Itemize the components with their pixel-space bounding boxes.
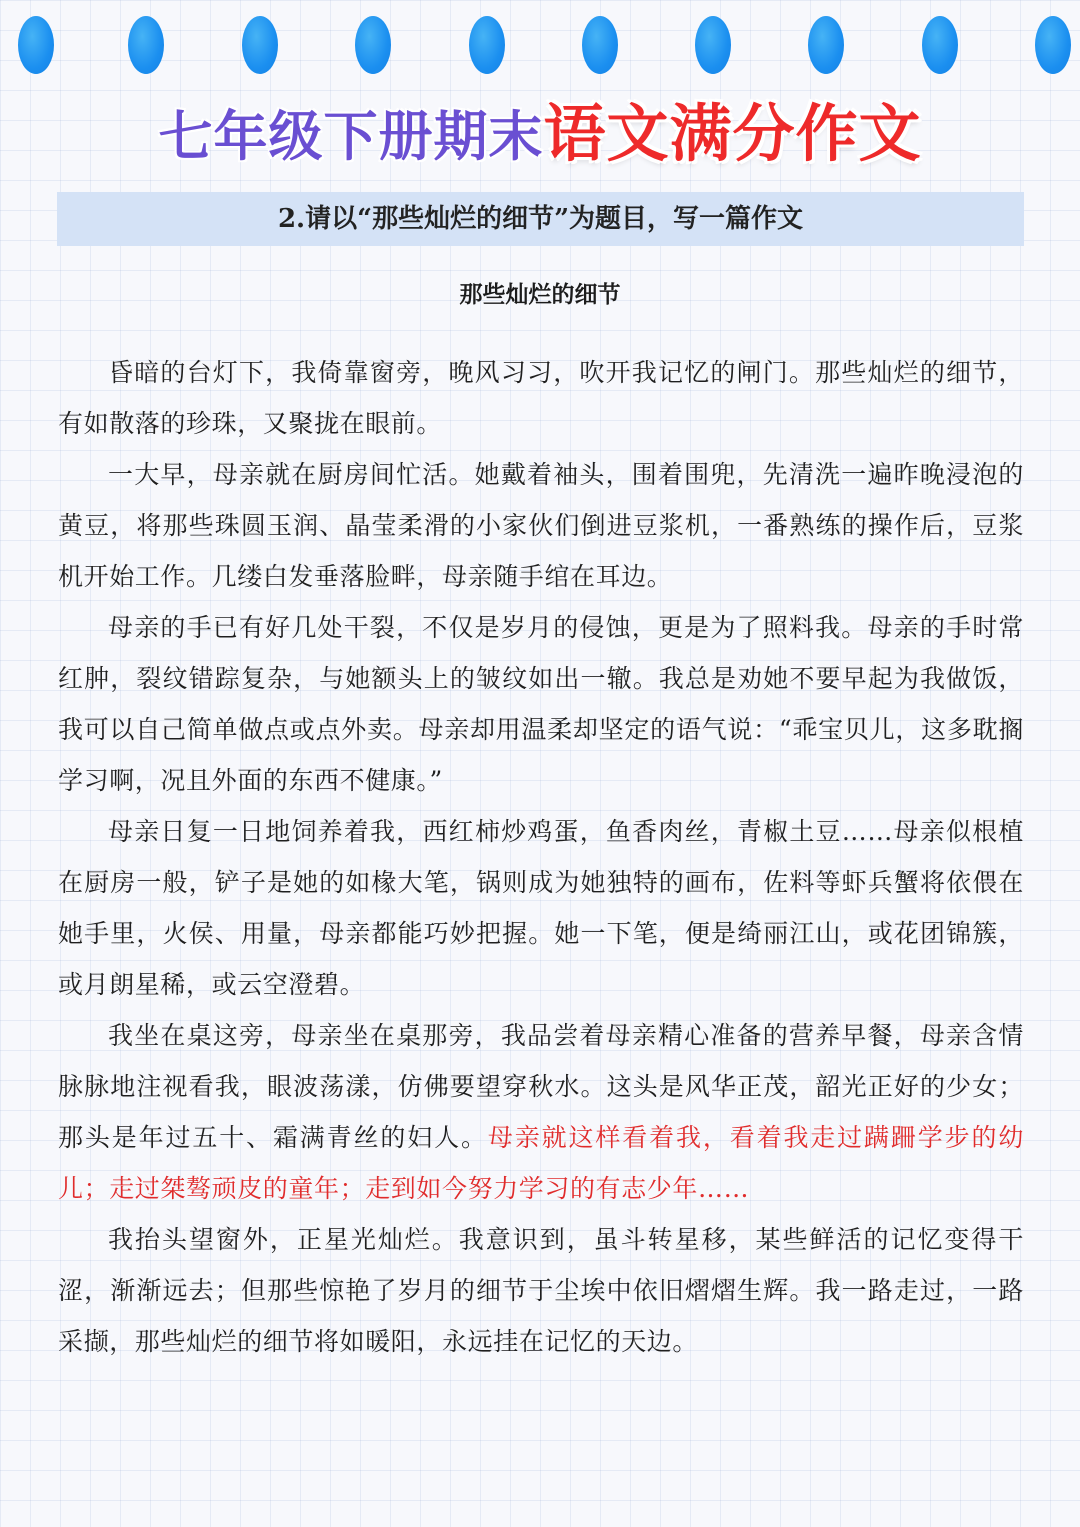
- blue-dot: [128, 16, 164, 74]
- blue-dot: [242, 16, 278, 74]
- blue-dot: [922, 16, 958, 74]
- essay-paragraph-5-text: 我坐在桌这旁，母亲坐在桌那旁，我品尝着母亲精心准备的营养早餐，母亲含情脉脉地注视看我，眼波荡漾，仿佛要望穿秋水。这头是风华正茂，韶光正好的少女；那头是年过五十、霜满青丝的妇人。: [58, 1021, 1024, 1152]
- blue-dot: [469, 16, 505, 74]
- blue-dot: [18, 16, 54, 74]
- page-title: [0, 98, 1080, 173]
- essay-paragraph-1: 昏暗的台灯下，我倚靠窗旁，晚风习习，吹开我记忆的闸门。那些灿烂的细节，有如散落的珍珠，又聚拢在眼前。: [58, 358, 1024, 438]
- blue-dot: [1035, 16, 1071, 74]
- page-title-part1: 七年级下册期末: [158, 105, 544, 168]
- essay-paragraph-5-highlight: 母亲就这样看着我，看着我走过蹒跚学步的幼儿；走过桀骜顽皮的童年；走到如今努力学习的有志少年……: [58, 1123, 1024, 1203]
- essay-title: 那些灿烂的细节: [459, 281, 621, 308]
- essay-paragraph-4: 母亲日复一日地饲养着我，西红柿炒鸡蛋，鱼香肉丝，青椒土豆……母亲似根植在厨房一般，铲子是她的如椽大笔，锅则成为她独特的画布，佐料等虾兵蟹将依偎在她手里，火侯、用量，母亲都能巧妙把握。她一下笔，便是绮丽江山，或花团锦簇，或月朗星稀，或云空澄碧。: [58, 817, 1024, 999]
- essay-paragraph-3: 母亲的手已有好几处干裂，不仅是岁月的侵蚀，更是为了照料我。母亲的手时常红肿，裂纹错踪复杂，与她额头上的皱纹如出一辙。我总是劝她不要早起为我做饭，我可以自己简单做点或点外卖。母亲却用温柔却坚定的语气说：“乖宝贝儿，这多耽搁学习啊，况且外面的东西不健康。”: [58, 613, 1024, 795]
- blue-dot: [355, 16, 391, 74]
- blue-dot: [695, 16, 731, 74]
- decorative-dot-row: [0, 16, 1080, 76]
- page-title-part2: 语文满分作文: [543, 97, 922, 170]
- essay-prompt-banner: [57, 192, 1024, 246]
- essay-paragraph-6: 我抬头望窗外，正星光灿烂。我意识到，虽斗转星移，某些鲜活的记忆变得干涩，渐渐远去；但那些惊艳了岁月的细节于尘埃中依旧熠熠生辉。我一路走过，一路采撷，那些灿烂的细节将如暖阳，永远挂在记忆的天边。: [58, 1225, 1024, 1356]
- essay-body: [58, 347, 1024, 1367]
- essay-prompt-text: 2.请以“那些灿烂的细节”为题目，写一篇作文: [277, 204, 804, 234]
- blue-dot: [808, 16, 844, 74]
- essay-paragraph-5: [58, 1010, 1024, 1214]
- essay-paragraph-2: 一大早，母亲就在厨房间忙活。她戴着袖头，围着围兜，先清洗一遍昨晚浸泡的黄豆，将那些珠圆玉润、晶莹柔滑的小家伙们倒进豆浆机，一番熟练的操作后，豆浆机开始工作。几缕白发垂落脸畔，母亲随手绾在耳边。: [58, 460, 1024, 591]
- blue-dot: [582, 16, 618, 74]
